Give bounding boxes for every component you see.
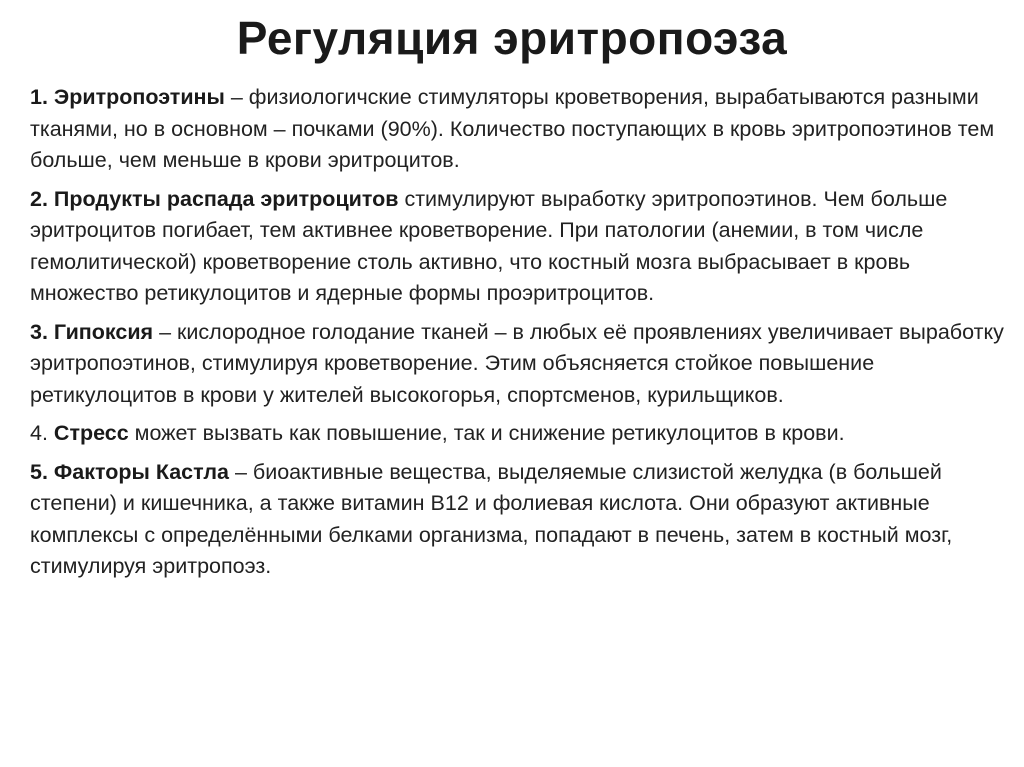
list-item-erythropoietins bbox=[30, 82, 1005, 177]
item-number: 4 bbox=[30, 421, 42, 445]
list-item-castle-factors bbox=[30, 457, 1005, 583]
list-item-stress bbox=[30, 418, 1005, 450]
item-number: 5. bbox=[30, 459, 48, 484]
item-term: Факторы Кастла bbox=[53, 459, 229, 484]
item-term: Эритропоэтины bbox=[53, 85, 225, 109]
item-text: – биоактивные вещества, выделяемые слизистой желудка (в большей степени) и кишечника, а также витамин В12 и фолиевая кислота. Они образуют активные комплексы с определёнными белками организма, попадают в печень, затем в костный мозг, стимулируя эритропоэз. bbox=[30, 459, 953, 578]
item-text: может вызвать как повышение, так и снижение ретикулоцитов в крови. bbox=[128, 421, 845, 445]
slide-title: Регуляция эритропоэза bbox=[236, 12, 788, 64]
item-number: 2. bbox=[30, 186, 48, 211]
item-number: 3. bbox=[30, 319, 48, 344]
list-item-breakdown-products bbox=[30, 184, 1005, 310]
item-term: Гипоксия bbox=[53, 319, 154, 344]
item-number: 1. bbox=[30, 85, 48, 109]
item-text: стимулируют выработку эритропоэтинов. Чем больше эритроцитов погибает, тем активнее кроветворение. При патологии (анемии, в том числе гемолитической) кроветворение столь активно, что костный мозга выбрасывает в кровь множество ретикулоцитов и ядерные формы проэритроцитов. bbox=[30, 186, 948, 305]
item-term: Стресс bbox=[53, 421, 129, 445]
item-text: – физиологичские стимуляторы кроветворения, вырабатываются разными тканями, но в основном – почками (90%). Количество поступающих в кровь эритропоэтинов тем больше, чем меньше в крови эритроцитов. bbox=[30, 85, 995, 172]
list-item-hypoxia bbox=[30, 317, 1005, 412]
item-text: – кислородное голодание тканей – в любых её проявлениях увеличивает выработку эритропоэтинов, стимулируя кроветворение. Этим объясняется стойкое повышение ретикулоцитов в крови у жителей высокогорья, спортсменов, курильщиков. bbox=[30, 319, 1004, 407]
item-term: Продукты распада эритроцитов bbox=[53, 186, 399, 211]
item-separator: . bbox=[41, 421, 54, 445]
slide-body bbox=[30, 82, 1005, 590]
